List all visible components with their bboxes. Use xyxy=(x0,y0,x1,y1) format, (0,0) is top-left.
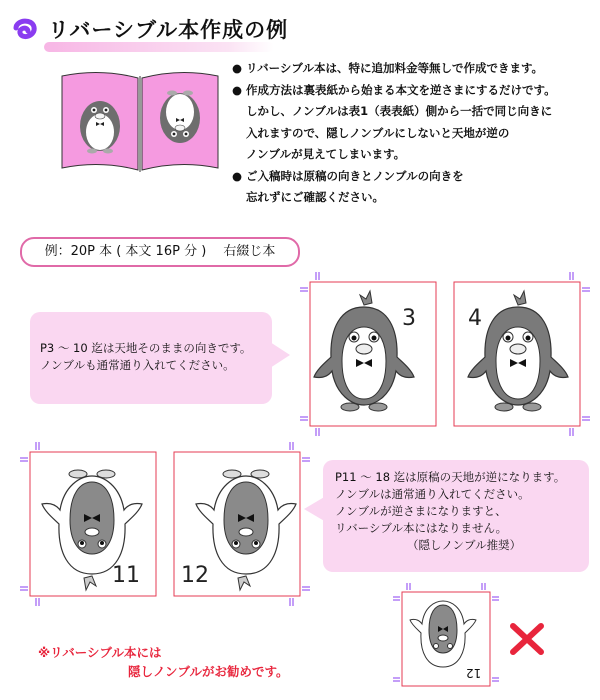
bubble-line: P3 〜 10 迄は天地そのままの向きです。 xyxy=(40,341,252,355)
page-number-3: 3 xyxy=(402,306,416,331)
list-item-continuation: 忘れずにご確認ください。 xyxy=(246,190,384,204)
list-item-continuation: しかし、ノンブルは表1（表表紙）側から一括で同じ向きに xyxy=(246,104,553,118)
page-number-12: 12 xyxy=(181,563,209,588)
cross-icon xyxy=(509,622,545,656)
list-item: ● リバーシブル本は、特に追加料金等無しで作成できます。 xyxy=(232,61,544,75)
list-item: ● ご入稿時は原稿の向きとノンブルの向きを xyxy=(232,168,464,183)
page-number-4: 4 xyxy=(468,306,482,331)
bubble-line: （隠しノンブル推奨） xyxy=(407,538,522,552)
list-item-continuation: ノンブルが見えてしまいます。 xyxy=(246,147,406,161)
page-number-12-inverted: 12 xyxy=(466,666,482,680)
note-line: 隠しノンブルがお勧めです。 xyxy=(128,664,289,679)
inverted-pages xyxy=(20,442,310,606)
page-number-11: 11 xyxy=(112,563,140,588)
bubble-line: P11 〜 18 迄は原稿の天地が逆になります。 xyxy=(335,470,566,484)
bubble-line: ノンブルが逆さまになりますと、 xyxy=(335,504,507,518)
speech-bubble-upright xyxy=(30,312,272,404)
wrong-example-page xyxy=(393,583,499,695)
instruction-list xyxy=(232,58,592,209)
recommendation-note xyxy=(38,643,289,681)
note-line: ※リバーシブル本には xyxy=(38,645,162,660)
example-label: 例：20P 本 ( 本文 16P 分 ) 右綴じ本 xyxy=(20,237,300,267)
bubble-line: ノンブルは通常通り入れてください。 xyxy=(335,487,530,501)
reversible-book-illustration xyxy=(60,66,220,176)
upright-pages xyxy=(300,272,590,436)
bubble-line: リバーシブル本にはなりません。 xyxy=(335,521,508,535)
list-item-continuation: 入れますので、隠しノンブルにしないと天地が逆の xyxy=(246,125,510,140)
list-item: ● 作成方法は裏表紙から始まる本文を逆さまにするだけです。 xyxy=(232,82,556,97)
speech-bubble-inverted xyxy=(323,460,589,572)
bubble-line: ノンブルも通常通り入れてください。 xyxy=(40,358,235,372)
swirl-icon xyxy=(10,16,40,44)
page-title: リバーシブル本作成の例 xyxy=(48,18,289,42)
bubble-pointer xyxy=(270,342,292,368)
